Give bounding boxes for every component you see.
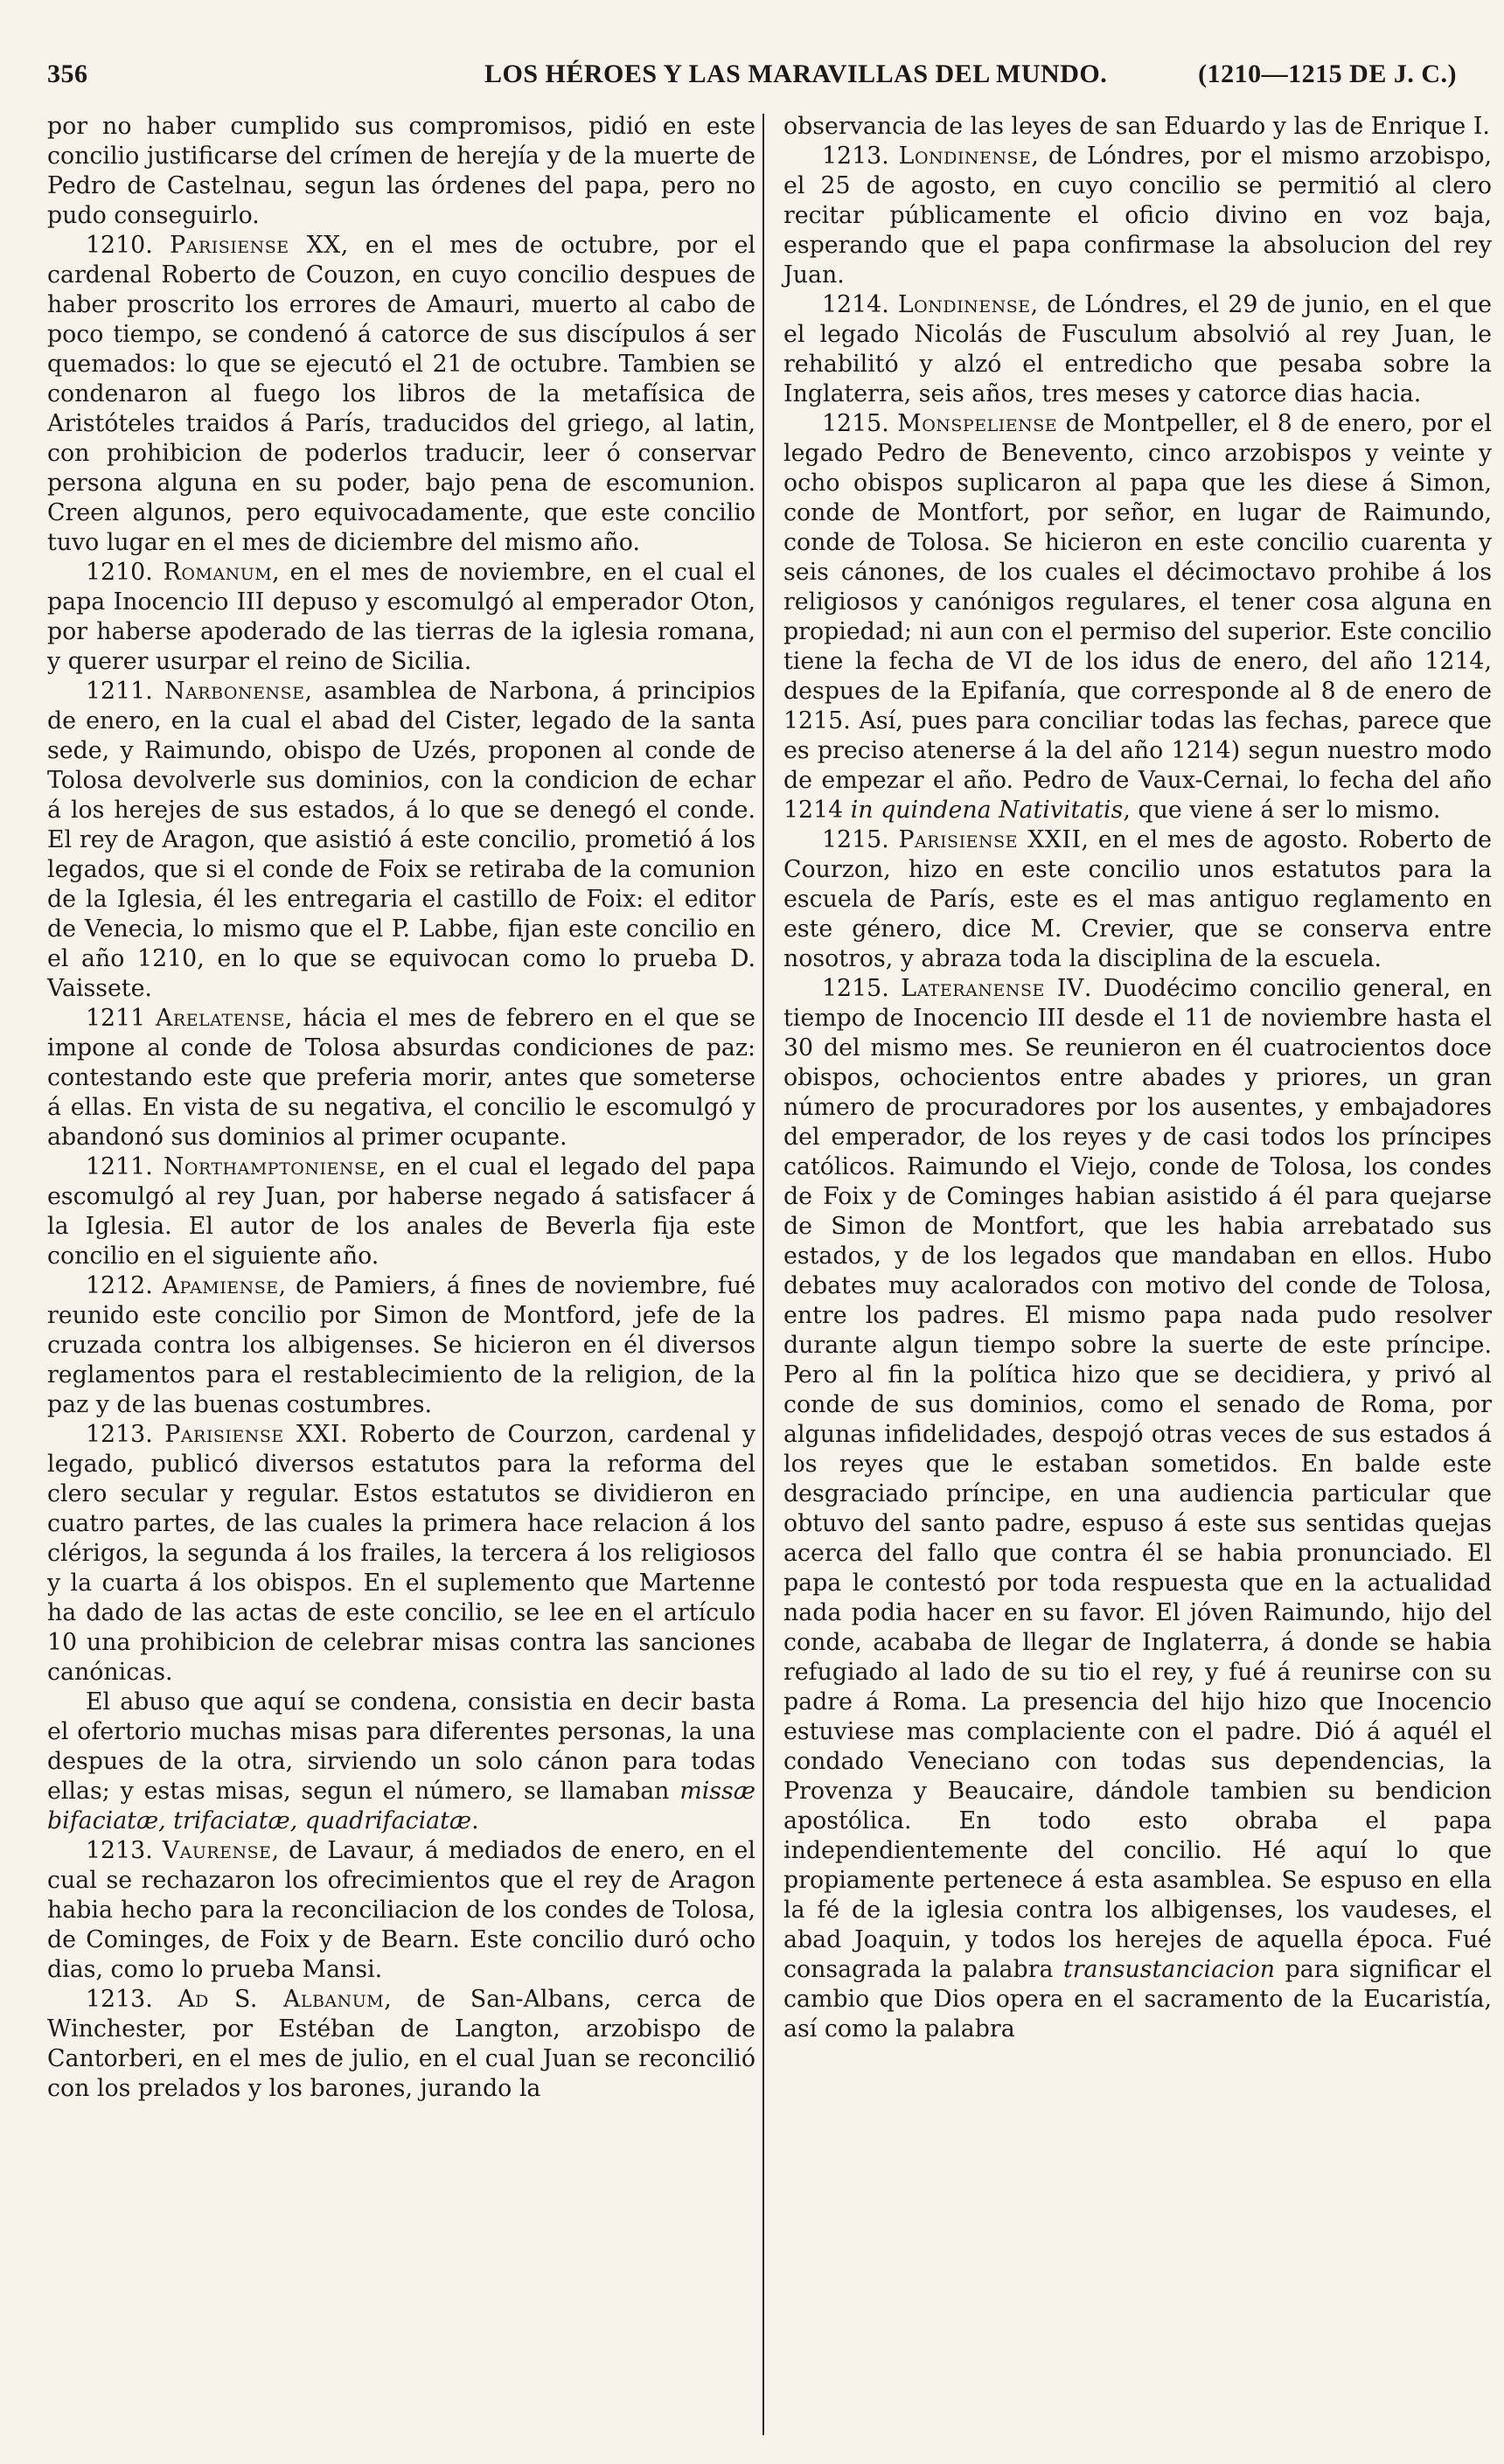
paragraph: 1215. Lateranense IV. Duodécimo concilio general, en tiempo de Inocencio III desde el 11 de noviembre hasta el 30 del mismo mes. Se reunieron en él cuatrocientos doce obispos, ochocientos entre abades y priores, un gran número de procuradores por los ausentes, y embajadores del emperador, de los reyes y de casi todos los príncipes católicos. Raimundo el Viejo, conde de Tolosa, los condes de Foix y de Cominges habian asistido á él para quejarse de Simon de Montfort, que les habia arrebatado sus estados, y de los legados que mandaban en ellos. Hubo debates muy acalorados con motivo del conde de Tolosa, entre los padres. El mismo papa nada pudo resolver durante algun tiempo sobre la suerte de este príncipe. Pero al fin la política hizo que se decidiera, y privó al conde de sus dominios, como el senado de Roma, por algunas infidelidades, despojó otras veces de sus estados á los reyes que le estaban sometidos. En balde este desgraciado príncipe, en una audiencia particular que obtuvo del santo padre, espuso á este sus sentidas quejas acerca del fallo que contra él se habia pronunciado. El papa le contestó por toda respuesta que en la actualidad nada podia hacer en su favor. El jóven Raimundo, hijo del conde, acababa de llegar de Inglaterra, á donde se habia refugiado al lado de su tio el rey, y fué á reunirse con su padre á Roma. La presencia del hijo hizo que Inocencio estuviese mas complaciente con el padre. Dió á aquél el condado Veneciano con todas sus dependencias, la Provenza y Beaucaire, dándole tambien su bendicion apostólica. En todo esto obraba el papa independientemente del concilio. Hé aquí lo que propiamente pertenece á esta asamblea. Se espuso en ella la fé de la iglesia contra los albigenses, los vaudeses, el abad Joaquin, y todos los herejes de aquella época. Fué consagrada la palabra transustanciacion para significar el cambio que Dios opera en el sacramento de la Eucaristía, así como la palabra (783, 975, 1492, 2043)
entry-year: 1211 (86, 1005, 146, 1032)
entry-year: 1215. (822, 410, 889, 437)
page-number: 356 (47, 59, 88, 88)
paragraph: 1212. Apamiense, de Pamiers, á fines de noviembre, fué reunido este concilio por Simon de Montford, jefe de la cruzada contra los albigenses. Se hicieron en él diversos reglamentos para el restablecimiento de la religion, de la paz y de las buenas costumbres. (47, 1272, 755, 1418)
entry-year: 1211. (86, 678, 153, 705)
entry-name: Apamiense (162, 1272, 279, 1299)
entry-name: Parisiense XX (170, 232, 341, 259)
paragraph: El abuso que aquí se condena, consistia en decir basta el ofertorio muchas misas para diferentes personas, la una despues de la otra, sirviendo un solo cánon para todas ellas; y estas misas, segun el número, se llamaban missæ bifaciatæ, trifaciatæ, quadrifaciatæ. (47, 1688, 755, 1834)
date-range: (1210—1215 DE J. C.) (1198, 59, 1457, 88)
entry-name: Parisiense XXI (164, 1421, 341, 1448)
right-column (783, 112, 1492, 2044)
paragraph: 1213. Parisiense XXI. Roberto de Courzon, cardenal y legado, publicó diversos estatutos para la reforma del clero secular y regular. Estos estatutos se dividieron en cuatro partes, de las cuales la primera hace relacion á los clérigos, la segunda á los frailes, la tercera á los religiosos y la cuarta á los obispos. En el suplemento que Martenne ha dado de las actas de este concilio, se lee en el artículo 10 una prohibicion de celebrar misas contra las sanciones canónicas. (47, 1421, 755, 1686)
page-header (47, 56, 1457, 96)
entry-year: 1210. (86, 559, 153, 586)
entry-year: 1212. (86, 1272, 153, 1299)
entry-year: 1213. (86, 1837, 153, 1864)
entry-name: Narbonense (164, 678, 305, 705)
paragraph: 1211. Narbonense, asamblea de Narbona, á principios de enero, en la cual el abad del Cister, legado de la santa sede, y Raimundo, obispo de Uzés, proponen al conde de Tolosa devolverle sus dominios, con la condicion de echar á los herejes de sus estados, á lo que se denegó el conde. El rey de Aragon, que asistió á este concilio, prometió á los legados, que si el conde de Foix se retiraba de la comunion de la Iglesia, él les entregaria el castillo de Foix: el editor de Venecia, lo mismo que el P. Labbe, fijan este concilio en el año 1210, en lo que se equivocan como lo prueba D. Vaissete. (47, 678, 755, 1002)
paragraph: por no haber cumplido sus compromisos, pidió en este concilio justificarse del crímen de herejía y de la muerte de Pedro de Castelnau, segun las órdenes del papa, pero no pudo conseguirlo. (47, 113, 755, 229)
entry-name: Parisiense XXII (898, 826, 1082, 853)
paragraph: 1215. Parisiense XXII, en el mes de agosto. Roberto de Courzon, hizo en este concilio unos estatutos para la escuela de París, este es el mas antiguo reglamento en este género, dice M. Crevier, que se conserva entre nosotros, y abraza toda la disciplina de la escuela. (783, 826, 1492, 972)
paragraph: 1213. Ad S. Albanum, de San-Albans, cerca de Winchester, por Estéban de Langton, arzobispo de Cantorberi, en el mes de julio, en el cual Juan se reconcilió con los prelados y los barones, jurando la (47, 1986, 755, 2102)
entry-name: Romanum (163, 559, 273, 586)
paragraph: 1211. Northamptoniense, en el cual el legado del papa escomulgó al rey Juan, por haberse negado á satisfacer á la Iglesia. El autor de los anales de Beverla fija este concilio en el siguiente año. (47, 1153, 755, 1270)
entry-name: Northamptoniense (163, 1153, 379, 1180)
entry-name: Monspeliense (897, 410, 1058, 437)
paragraph: 1213. Londinense, de Lóndres, por el mismo arzobispo, el 25 de agosto, en cuyo concilio se permitió al clero recitar públicamente el oficio divino en voz baja, esperando que el papa confirmase la absolucion del rey Juan. (783, 143, 1492, 289)
paragraph: 1210. Romanum, en el mes de noviembre, en el cual el papa Inocencio III depuso y escomulgó al emperador Oton, por haberse apoderado de las tierras de la iglesia romana, y querer usurpar el reino de Sicilia. (47, 559, 755, 675)
column-divider (762, 114, 764, 2435)
entry-year: 1213. (822, 143, 889, 170)
entry-year: 1213. (86, 1421, 153, 1448)
entry-name: Ad S. Albanum (178, 1986, 385, 2013)
paragraph: 1213. Vaurense, de Lavaur, á mediados de enero, en el cual se rechazaron los ofrecimientos que el rey de Aragon habia hecho para la reconciliacion de los condes de Tolosa, de Cominges, de Foix y de Bearn. Este concilio duró ocho dias, como lo prueba Mansi. (47, 1837, 755, 1983)
paragraph: observancia de las leyes de san Eduardo y las de Enrique I. (783, 113, 1490, 140)
entry-year: 1215. (822, 975, 889, 1002)
running-title: LOS HÉROES Y LAS MARAVILLAS DEL MUNDO. (484, 59, 1108, 88)
entry-year: 1215. (822, 826, 889, 853)
entry-year: 1214. (822, 291, 889, 318)
entry-year: 1210. (86, 232, 153, 259)
paragraph: 1210. Parisiense XX, en el mes de octubre, por el cardenal Roberto de Couzon, en cuyo concilio despues de haber proscrito los errores de Amauri, muerto al cabo de poco tiempo, se condenó á catorce de sus discípulos á ser quemados: lo que se ejecutó el 21 de octubre. Tambien se condenaron al fuego los libros de la metafísica de Aristóteles traidos á París, traducidos del griego, al latin, con prohibicion de poderlos traducir, leer ó conservar persona alguna en su poder, bajo pena de escomunion. Creen algunos, pero equivocadamente, que este concilio tuvo lugar en el mes de diciembre del mismo año. (47, 232, 755, 556)
paragraph: 1211 Arelatense, hácia el mes de febrero en el que se impone al conde de Tolosa absurdas condiciones de paz: contestando este que preferia morir, antes que someterse á ellas. En vista de su negativa, el concilio le escomulgó y abandonó sus dominios al primer ocupante. (47, 1005, 755, 1151)
paragraph: 1215. Monspeliense de Montpeller, el 8 de enero, por el legado Pedro de Benevento, cinco arzobispos y veinte y ocho obispos suplicaron al papa que les diese á Simon, conde de Montfort, por señor, en lugar de Raimundo, conde de Tolosa. Se hicieron en este concilio cuarenta y seis cánones, de los cuales el décimoctavo prohibe á los religiosos y canónigos regulares, el tener cosa alguna en propiedad; ni aun con el permiso del superior. Este concilio tiene la fecha de VI de los idus de enero, del año 1214, despues de la Epifanía, que corresponde al 8 de enero de 1215. Así, pues para conciliar todas las fechas, parece que es preciso atenerse á la del año 1214) segun nuestro modo de empezar el año. Pedro de Vaux-Cernai, lo fecha del año 1214 in quindena Nativitatis, que viene á ser lo mismo. (783, 410, 1492, 824)
entry-year: 1211. (86, 1153, 153, 1180)
paragraph: 1214. Londinense, de Lóndres, el 29 de junio, en el que el legado Nicolás de Fusculum absolvió al rey Juan, le rehabilitó y alzó el entredicho que pesaba sobre la Inglaterra, seis años, tres meses y catorce dias hacia. (783, 291, 1492, 407)
entry-year: 1213. (86, 1986, 153, 2013)
entry-name: Vaurense (162, 1837, 272, 1864)
entry-name: Lateranense IV (901, 975, 1084, 1002)
left-column (47, 112, 755, 2104)
entry-name: Londinense (897, 291, 1031, 318)
entry-name: Londinense (898, 143, 1032, 170)
entry-name: Arelatense (156, 1005, 285, 1032)
